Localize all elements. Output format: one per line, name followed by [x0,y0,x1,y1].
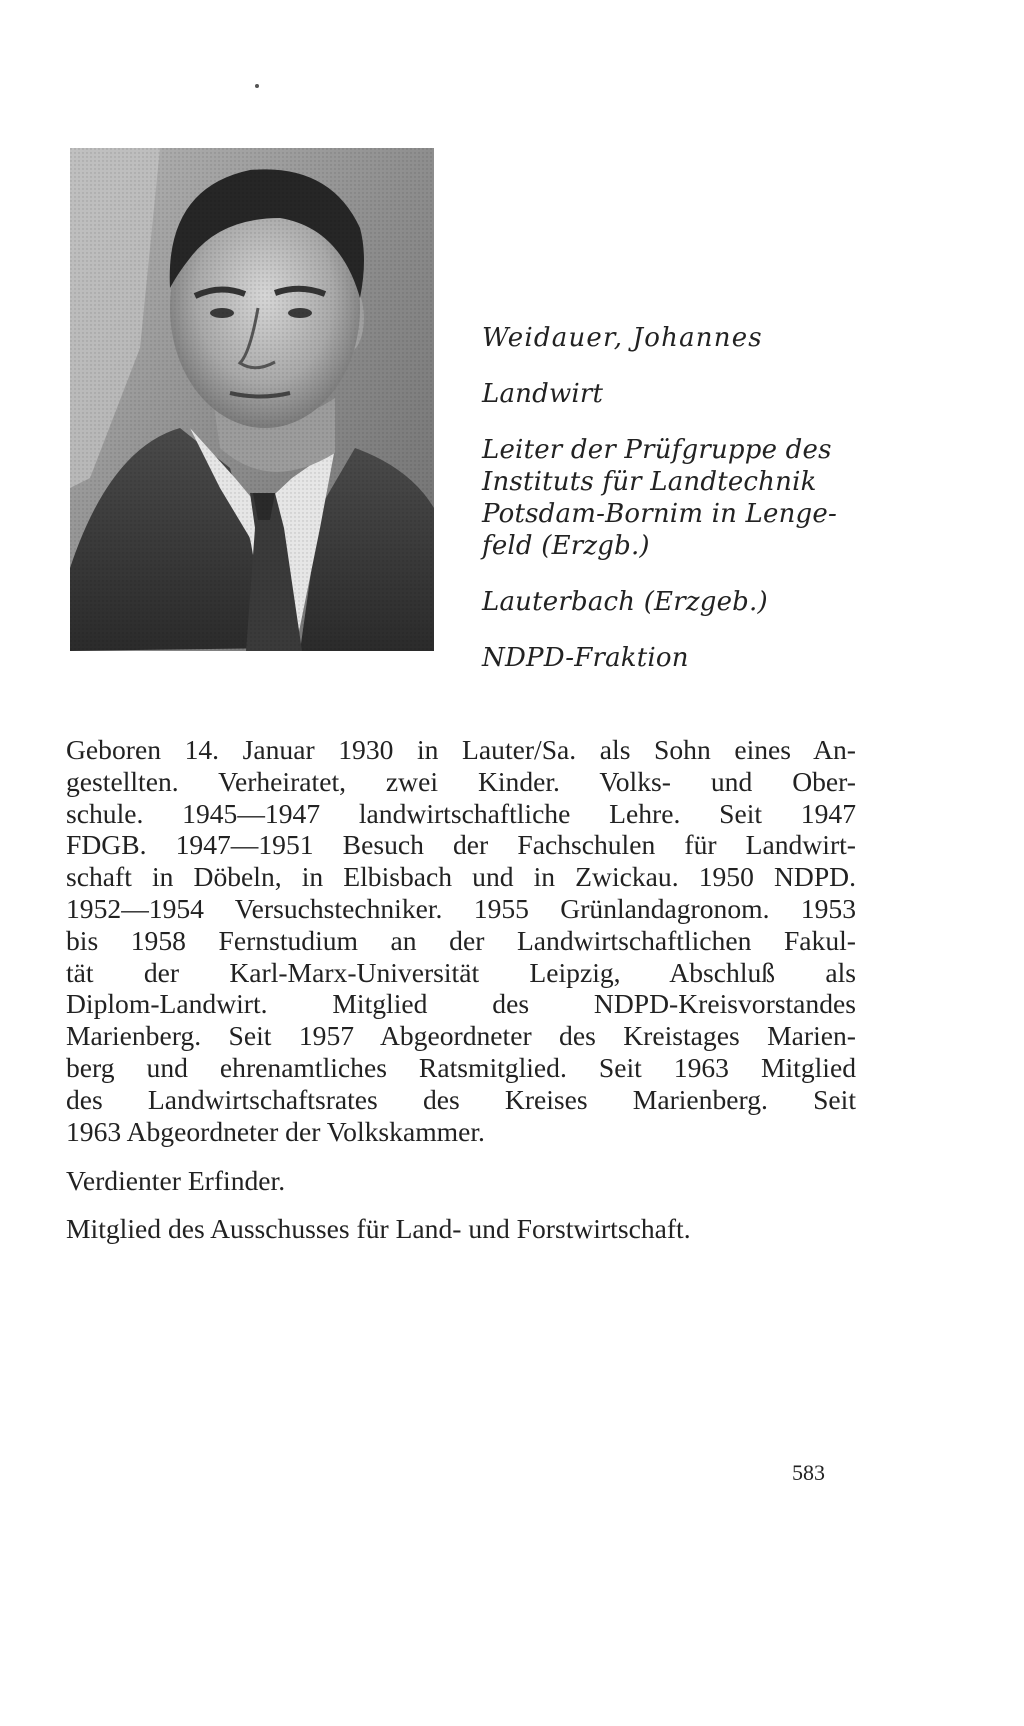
biography-line: gestellten. Verheiratet, zwei Kinder. Volks- und Ober- [66,765,856,797]
biography-line: bis 1958 Fernstudium an der Landwirtschaftlichen Fakul- [66,924,856,956]
biography [66,734,856,1261]
biography-line: berg und ehrenamtliches Ratsmitglied. Seit 1963 Mitglied [66,1051,856,1083]
biography-line: 1952—1954 Versuchstechniker. 1955 Grünlandagronom. 1953 [66,892,856,924]
honor: Verdienter Erfinder. [66,1165,286,1197]
biography-line: FDGB. 1947—1951 Besuch der Fachschulen für Landwirt- [66,829,856,861]
portrait-photo [70,148,434,651]
constituency: Lauterbach (Erzgeb.) [482,587,768,617]
position-line: Leiter der Prüfgruppe des [482,435,832,465]
position-line: feld (Erzgb.) [482,531,650,561]
biography-paragraph [66,734,856,1147]
position-line: Potsdam-Bornim in Lenge- [482,499,837,529]
entry-header [482,322,882,698]
biography-line: schaft in Döbeln, in Elbisbach und in Zwickau. 1950 NDPD. [66,861,856,893]
biography-line: Geboren 14. Januar 1930 in Lauter/Sa. als Sohn eines An- [66,734,856,765]
biography-line: Marienberg. Seit 1957 Abgeordneter des Kreistages Marien- [66,1020,856,1052]
position-description [482,434,882,562]
biography-line: Diplom-Landwirt. Mitglied des NDPD-Kreisvorstandes [66,988,856,1020]
page-number: 583 [792,1460,825,1485]
portrait-illustration [70,148,434,651]
print-speck [255,84,259,88]
biography-line: 1963 Abgeordneter der Volkskammer. [66,1115,485,1147]
biography-line: tät der Karl-Marx-Universität Leipzig, Abschluß als [66,956,856,988]
person-name: Weidauer, Johannes [482,323,763,353]
biography-line: des Landwirtschaftsrates des Kreises Marienberg. Seit [66,1083,856,1115]
committee-membership: Mitglied des Ausschusses für Land- und Forstwirtschaft. [66,1213,691,1245]
position-line: Instituts für Landtechnik [482,467,817,497]
faction: NDPD-Fraktion [482,643,689,673]
biography-line: schule. 1945—1947 landwirtschaftliche Lehre. Seit 1947 [66,797,856,829]
profession: Landwirt [482,379,604,409]
